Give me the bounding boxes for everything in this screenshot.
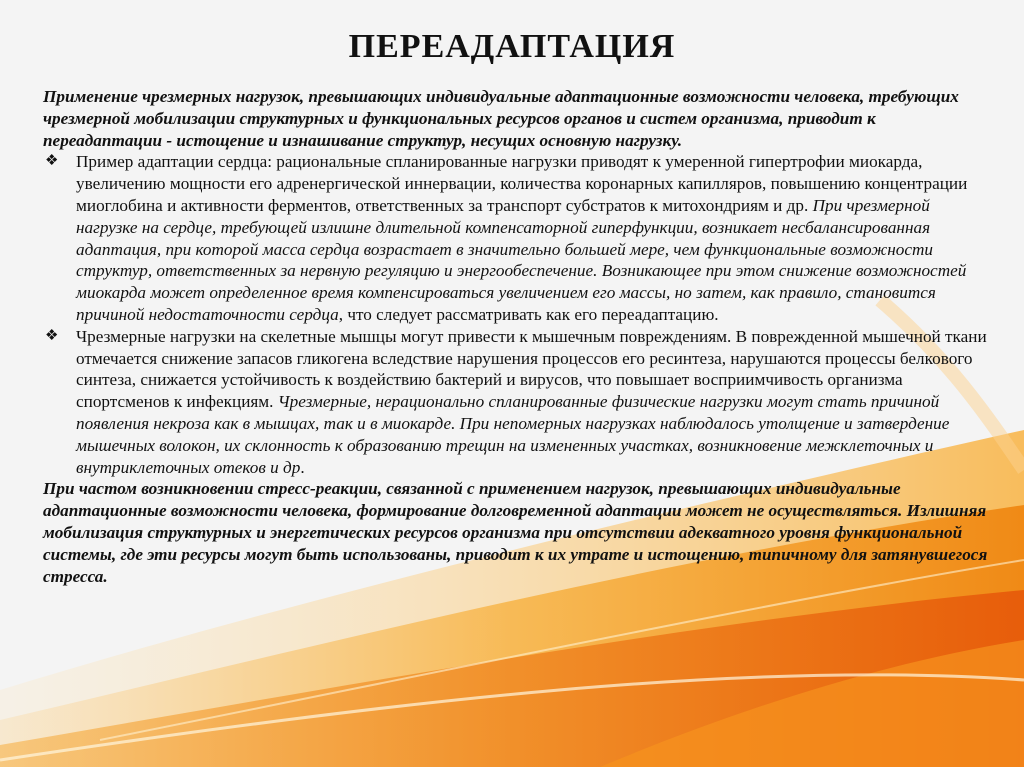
intro-paragraph: Применение чрезмерных нагрузок, превышающих индивидуальные адаптационные возможности человека, требующих чрезмерной мобилизации структурных и функциональных ресурсов органов и систем организма, приводит к переадаптации - истощение и изнашивание структур, несущих основную нагрузку.: [43, 87, 959, 150]
bullet-italic: При чрезмерной нагрузке на сердце, требующей излишне длительной компенсаторной гиперфункции, возникает несбалансированная адаптация, при которой масса сердца возрастает в значительно большей мере, чем функциональные возможности структур, ответственных за нервную регуляцию и энергообеспечение. Возникающее при этом снижение возможностей миокарда может определенное время компенсироваться увеличением его массы, но затем, как правило, становится причиной недостаточности сердца: [76, 195, 967, 324]
bullet-muscle: [43, 326, 988, 479]
bullet-italic: Чрезмерные, нерационально спланированные физические нагрузки могут стать причиной появления некроза как в мышцах, так и в миокарде. При непомерных нагрузках наблюдалось утолщение и затвердение мышечных волокон, их склонность к образованию трещин на измененных участках, возникновение межклеточных и внутриклеточных отеков и др: [76, 392, 950, 477]
diamond-bullet-icon: ❖: [45, 327, 59, 344]
bullet-plain: Пример адаптации сердца: рациональные спланированные нагрузки приводят к умеренной гипертрофии миокарда, увеличению мощности его адренергической иннервации, количества коронарных капилляров, повышению концентрации миоглобина и активности ферментов, ответственных за транспорт субстратов к митохондриям и др.: [76, 152, 968, 215]
diamond-bullet-icon: ❖: [45, 153, 59, 170]
bullet-tail: .: [300, 457, 305, 477]
bullet-heart: [43, 151, 988, 325]
bullet-text: [76, 151, 988, 325]
slide-body: [43, 86, 988, 587]
bullet-plain: Чрезмерные нагрузки на скелетные мышцы могут привести к мышечным повреждениям. В поврежденной мышечной ткани отмечается снижение запасов гликогена вследствие нарушения процессов его ресинтеза, нарушаются процессы белкового синтеза, снижается устойчивость к воздействию бактерий и вирусов, что повышает восприимчивость организма спортсменов к инфекциям.: [76, 326, 987, 412]
slide-title: ПЕРЕАДАПТАЦИЯ: [348, 28, 676, 65]
conclusion-paragraph: При частом возникновении стресс-реакции, связанной с применением нагрузок, превышающих индивидуальные адаптационные возможности человека, формирование долговременной адаптации может не осуществляться. Излишняя мобилизация структурных и энергетических ресурсов организма при отсутствии адекватного уровня функциональной системы, где эти ресурсы могут быть использованы, приводит к их утрате и истощению, типичному для затянувшегося стресса.: [43, 479, 988, 586]
bullet-text: [76, 326, 988, 479]
bullet-tail: , что следует рассматривать как его переадаптацию.: [338, 304, 719, 324]
